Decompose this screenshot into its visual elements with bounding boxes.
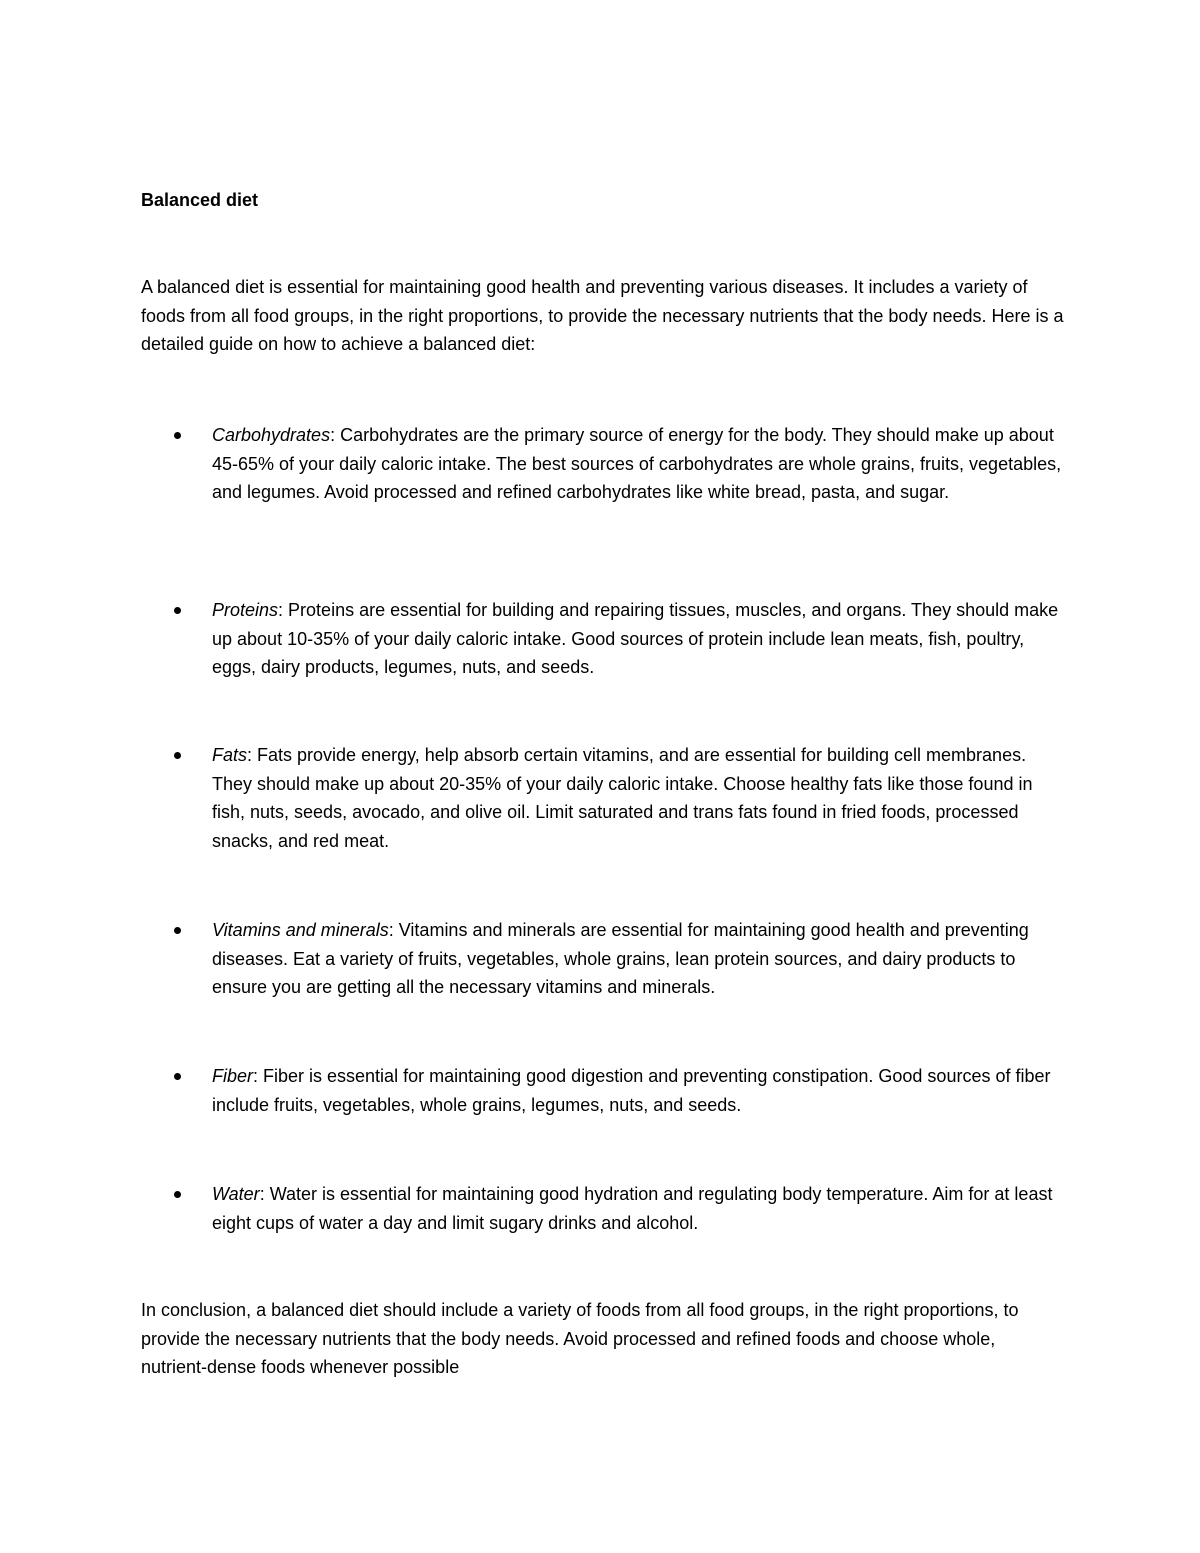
list-item-term: Fiber: [212, 1066, 254, 1086]
intro-paragraph: A balanced diet is essential for maintaining good health and preventing various diseases. It includes a variety of foods from all food groups, in the right proportions, to provide the necessary nutrients that the body needs. Here is a detailed guide on how to achieve a balanced diet:: [141, 277, 1064, 354]
document-title: Balanced diet: [141, 190, 259, 210]
bullet-icon: [174, 432, 181, 439]
list-item-description: : Fats provide energy, help absorb certain vitamins, and are essential for building cell membranes. They should make up about 20-35% of your daily caloric intake. Choose healthy fats like those found in fish, nuts, seeds, avocado, and olive oil. Limit saturated and trans fats found in fried foods, processed snacks, and red meat.: [212, 745, 1033, 851]
list-item-description: : Fiber is essential for maintaining good digestion and preventing constipation. Good sources of fiber include fruits, vegetables, whole grains, legumes, nuts, and seeds.: [212, 1066, 1051, 1115]
bullet-icon: [174, 752, 181, 759]
list-item-text: [212, 1062, 1062, 1119]
list-item-text: [212, 1180, 1062, 1237]
list-item-description: : Proteins are essential for building and repairing tissues, muscles, and organs. They should make up about 10-35% of your daily caloric intake. Good sources of protein include lean meats, fish, poultry, eggs, dairy products, legumes, nuts, and seeds.: [212, 600, 1059, 677]
conclusion-paragraph: In conclusion, a balanced diet should include a variety of foods from all food groups, in the right proportions, to provide the necessary nutrients that the body needs. Avoid processed and refined foods and choose whole, nutrient-dense foods whenever possible: [141, 1300, 1019, 1377]
list-item-text: [212, 596, 1062, 682]
list-item-term: Fats: [212, 745, 248, 765]
list-item-text: [212, 741, 1062, 855]
list-item-description: : Carbohydrates are the primary source of energy for the body. They should make up about 45-65% of your daily caloric intake. The best sources of carbohydrates are whole grains, fruits, vegetables, and legumes. Avoid processed and refined carbohydrates like white bread, pasta, and sugar.: [212, 425, 1062, 502]
list-item-text: [212, 421, 1062, 507]
bullet-icon: [174, 607, 181, 614]
list-item-description: : Water is essential for maintaining good hydration and regulating body temperature. Aim for at least eight cups of water a day and limit sugary drinks and alcohol.: [212, 1184, 1053, 1233]
bullet-icon: [174, 1073, 181, 1080]
list-item-description: : Vitamins and minerals are essential for maintaining good health and preventing diseases. Eat a variety of fruits, vegetables, whole grains, lean protein sources, and dairy products to ensure you are getting all the necessary vitamins and minerals.: [212, 920, 1029, 997]
list-item-term: Carbohydrates: [212, 425, 331, 445]
list-item-term: Vitamins and minerals: [212, 920, 389, 940]
list-item-term: Water: [212, 1184, 260, 1204]
bullet-icon: [174, 927, 181, 934]
list-item-text: [212, 916, 1062, 1002]
list-item-term: Proteins: [212, 600, 279, 620]
bullet-icon: [174, 1191, 181, 1198]
